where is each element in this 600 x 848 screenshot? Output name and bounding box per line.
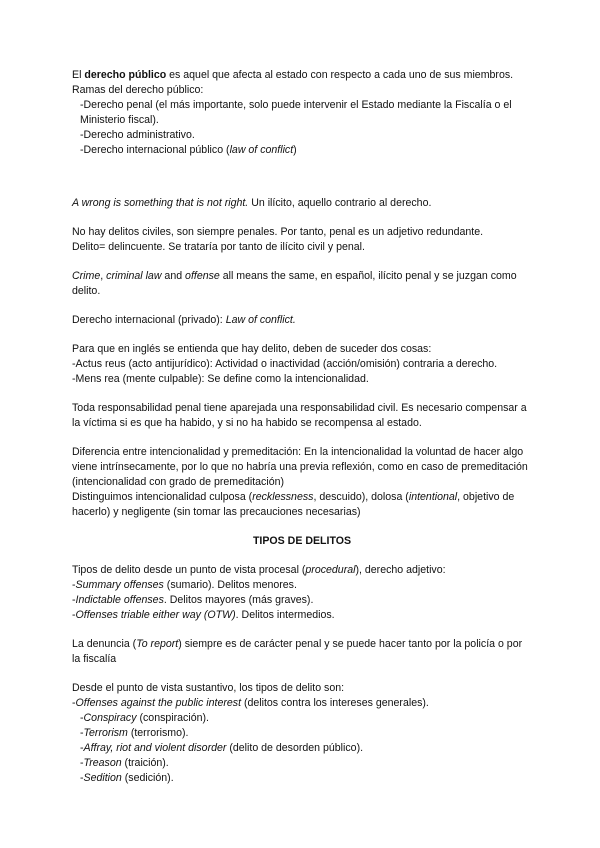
affray-term: Affray, riot and violent disorder xyxy=(83,742,227,754)
list-item xyxy=(72,608,532,623)
intl-term: Law of conflict. xyxy=(225,314,296,326)
branch-administrativo: -Derecho administrativo. xyxy=(80,129,195,141)
intro-text: El xyxy=(72,69,85,81)
sedition-term: Sedition xyxy=(83,772,122,784)
list-item-desc: (conspiración). xyxy=(136,712,209,724)
intent-types-mid: , descuido), dolosa ( xyxy=(313,491,409,503)
criminal-law-term: criminal law xyxy=(106,270,162,282)
english-line-1: Para que en inglés se entienda que hay delito, deben de suceder dos cosas: xyxy=(72,343,432,355)
intent-types-rest: , objetivo de hacerlo) y negligente (sin tomar las precauciones necesarias) xyxy=(72,491,515,518)
list-item-desc: (delitos contra los intereses generales). xyxy=(241,697,429,709)
list-dash: - xyxy=(80,772,84,784)
crime-term: Crime xyxy=(72,270,101,282)
procedural-intro-rest: ), derecho adjetivo: xyxy=(355,564,446,576)
branch-internacional-text: -Derecho internacional público ( xyxy=(80,144,230,156)
treason-term: Treason xyxy=(83,757,122,769)
intro-text-rest: es aquel que afecta al estado con respecto a cada uno de sus miembros. Ramas del derecho público: xyxy=(72,69,514,96)
list-item-desc: . Delitos mayores (más graves). xyxy=(163,594,314,606)
crime-paragraph xyxy=(72,269,532,299)
crime-and: and xyxy=(161,270,186,282)
branch-internacional xyxy=(72,143,532,158)
list-item xyxy=(72,741,532,756)
list-dash: - xyxy=(72,609,76,621)
document-page xyxy=(72,68,532,786)
branch-penal: -Derecho penal (el más importante, solo puede intervenir el Estado mediante la Fiscalía o el Ministerio fiscal). xyxy=(80,99,512,126)
list-item-desc: . Delitos intermedios. xyxy=(235,609,335,621)
intentional-term: intentional xyxy=(408,491,458,503)
otw-offenses-term: Offenses triable either way (OTW) xyxy=(75,609,236,621)
terrorism-term: Terrorism xyxy=(83,727,128,739)
civil-line-1: No hay delitos civiles, son siempre penales. Por tanto, penal es un adjetivo redundante. xyxy=(72,226,484,238)
list-dash: - xyxy=(80,712,84,724)
list-item xyxy=(72,578,532,593)
branch-internacional-term: law of conflict xyxy=(229,144,294,156)
civil-line-2: Delito= delincuente. Se trataría por tanto de ilícito civil y penal. xyxy=(72,241,365,253)
summary-offenses-term: Summary offenses xyxy=(75,579,164,591)
liability-paragraph: Toda responsabilidad penal tiene aparejada una responsabilidad civil. Es necesario compensar a la víctima si es que ha habido, y si no ha habido se recompensa al estado. xyxy=(72,402,527,429)
intl-paragraph xyxy=(72,313,532,328)
list-item xyxy=(72,711,532,726)
list-dash: - xyxy=(72,594,76,606)
list-item xyxy=(72,726,532,741)
offense-term: offense xyxy=(185,270,220,282)
procedural-term: procedural xyxy=(305,564,356,576)
report-paragraph xyxy=(72,637,532,667)
report-text: La denuncia ( xyxy=(72,638,137,650)
public-interest-term: Offenses against the public interest xyxy=(75,697,242,709)
substantive-intro: Desde el punto de vista sustantivo, los tipos de delito son: xyxy=(72,682,345,694)
list-item-desc: (traición). xyxy=(121,757,169,769)
intro-paragraph xyxy=(72,68,532,98)
list-item-desc: (sumario). Delitos menores. xyxy=(163,579,297,591)
list-item xyxy=(72,593,532,608)
crime-rest: all means the same, en español, ilícito penal y se juzgan como delito. xyxy=(72,270,517,297)
intro-bold-term: derecho público xyxy=(84,69,167,81)
intent-types-paragraph xyxy=(72,490,532,520)
recklessness-term: recklessness xyxy=(252,491,314,503)
procedural-intro-text: Tipos de delito desde un punto de vista procesal ( xyxy=(72,564,306,576)
procedural-intro xyxy=(72,563,532,578)
list-dash: - xyxy=(80,742,84,754)
list-item-desc: (terrorismo). xyxy=(127,727,189,739)
wrong-italic: A wrong is something that is not right. xyxy=(72,197,249,209)
branch-internacional-close: ) xyxy=(293,144,297,156)
crime-sep: , xyxy=(100,270,107,282)
intl-text: Derecho internacional (privado): xyxy=(72,314,226,326)
to-report-term: To report xyxy=(136,638,179,650)
report-rest: ) siempre es de carácter penal y se puede hacer tanto por la policía o por la fiscalía xyxy=(72,638,523,665)
list-dash: - xyxy=(80,727,84,739)
list-dash: - xyxy=(72,579,76,591)
intent-types-text: Distinguimos intencionalidad culposa ( xyxy=(72,491,253,503)
intent-paragraph: Diferencia entre intencionalidad y premeditación: En la intencionalidad la voluntad de hacer algo viene intrínsecamente, por lo que no habría una previa reflexión, como en caso de premeditación (intencionalidad con grado de premeditación) xyxy=(72,446,528,488)
list-dash: - xyxy=(72,697,76,709)
list-item xyxy=(72,756,532,771)
section-heading: TIPOS DE DELITOS xyxy=(252,535,352,547)
english-mens-rea: -Mens rea (mente culpable): Se define como la intencionalidad. xyxy=(72,373,369,385)
indictable-offenses-term: Indictable offenses xyxy=(75,594,164,606)
wrong-rest: Un ilícito, aquello contrario al derecho. xyxy=(248,197,432,209)
list-item xyxy=(72,771,532,786)
list-dash: - xyxy=(80,757,84,769)
substantive-main-item xyxy=(72,696,532,711)
list-item-desc: (sedición). xyxy=(121,772,174,784)
list-item-desc: (delito de desorden público). xyxy=(226,742,364,754)
conspiracy-term: Conspiracy xyxy=(83,712,137,724)
english-actus-reus: -Actus reus (acto antijurídico): Actividad o inactividad (acción/omisión) contraria a derecho. xyxy=(72,358,498,370)
wrong-paragraph xyxy=(72,196,532,211)
